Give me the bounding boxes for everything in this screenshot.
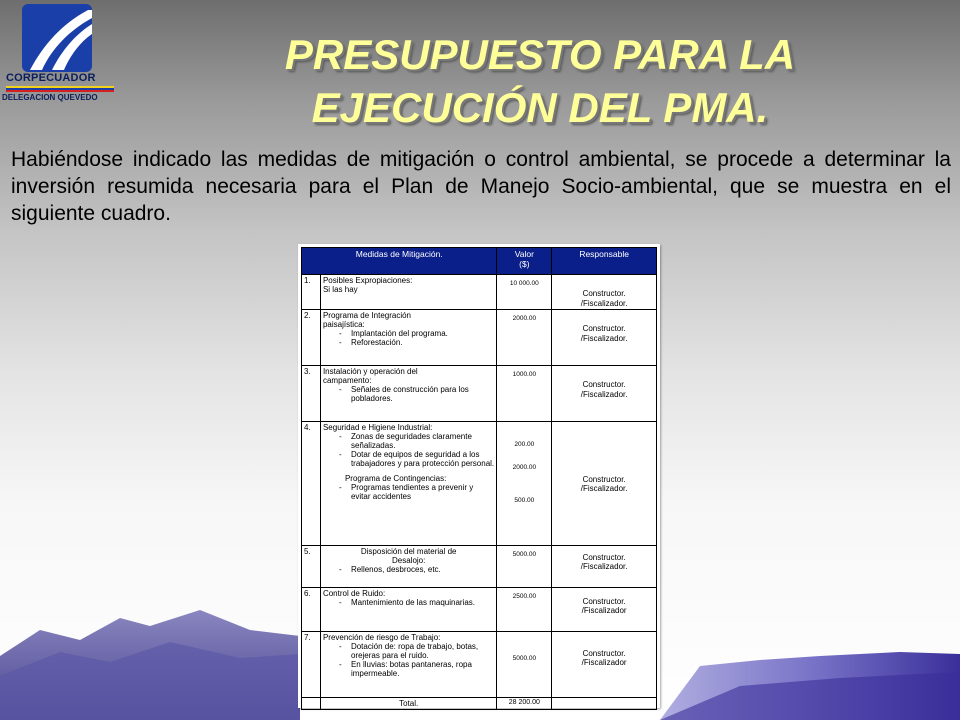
row-number: 3. xyxy=(302,366,321,422)
title-line-1: PRESUPUESTO PARA LA xyxy=(284,31,796,78)
table-row xyxy=(302,275,657,310)
responsible-line: /Fiscalizador xyxy=(581,658,627,667)
row-responsible xyxy=(552,546,657,588)
row-line: Instalación y operación del xyxy=(322,367,418,376)
value-text: 2500.00 xyxy=(512,593,537,600)
intro-paragraph: Habiéndose indicado las medidas de mitigación o control ambiental, se procede a determinar la inversión resumida necesaria para el Plan de Manejo Socio-ambiental, que se muestra en el siguiente cuadro. xyxy=(11,148,951,225)
responsible-line: Constructor. xyxy=(582,553,626,562)
table-row xyxy=(302,422,657,546)
responsible-line: /Fiscalizador. xyxy=(580,562,628,571)
header-value-label: Valor xyxy=(514,249,534,259)
table-row xyxy=(302,588,657,632)
value-text: 200.00 xyxy=(514,441,535,448)
value-text: 2000.00 xyxy=(512,464,537,471)
row-line: Control de Ruido: xyxy=(322,589,386,598)
row-line: Posibles Expropiaciones: xyxy=(322,276,413,285)
value-text: 2000.00 xyxy=(512,315,537,322)
list-item: - Mantenimiento de las maquinarias. xyxy=(351,598,494,607)
table-header-row xyxy=(302,248,657,275)
list-item: - Dotar de equipos de seguridad a los trabajadores y para protección personal. xyxy=(351,450,494,468)
value-text: 1000.00 xyxy=(512,371,537,378)
row-description xyxy=(320,546,496,588)
total-empty-cell xyxy=(302,698,321,710)
responsible-line: Constructor. xyxy=(582,597,626,606)
row-number: 7. xyxy=(302,632,321,698)
responsible-line: /Fiscalizador xyxy=(581,606,627,615)
list-item: - Rellenos, desbroces, etc. xyxy=(351,565,494,574)
row-number: 2. xyxy=(302,310,321,366)
slide-title xyxy=(200,28,880,134)
row-description xyxy=(320,275,496,310)
row-line: Disposición del material de xyxy=(360,547,457,556)
row-items xyxy=(323,642,494,678)
list-item: - Señales de construcción para los pobladores. xyxy=(351,385,494,403)
list-item: - Programas tendientes a prevenir y evitar accidentes xyxy=(351,483,494,501)
row-line: Desalojo: xyxy=(392,556,426,565)
total-row xyxy=(302,698,657,710)
responsible-line: /Fiscalizador. xyxy=(580,299,628,308)
row-line: Si las hay xyxy=(322,285,358,294)
row-responsible xyxy=(552,632,657,698)
responsible-line: Constructor. xyxy=(582,324,626,333)
table-row xyxy=(302,310,657,366)
responsible-line: Constructor. xyxy=(582,380,626,389)
row-number: 1. xyxy=(302,275,321,310)
row-value xyxy=(497,275,552,310)
row-line: campamento: xyxy=(322,376,372,385)
row-number: 4. xyxy=(302,422,321,546)
row-description xyxy=(320,366,496,422)
header-value-unit: ($) xyxy=(519,259,530,269)
responsible-line: Constructor. xyxy=(582,289,626,298)
list-item: - Implantación del programa. xyxy=(351,329,494,338)
row-responsible xyxy=(552,588,657,632)
row-value xyxy=(497,422,552,546)
responsible-line: /Fiscalizador. xyxy=(580,484,628,493)
total-label: Total. xyxy=(320,698,496,710)
row-value xyxy=(497,366,552,422)
table-row xyxy=(302,546,657,588)
row-line: Programa de Integración xyxy=(322,311,412,320)
row-description xyxy=(320,588,496,632)
row-responsible xyxy=(552,275,657,310)
value-text: 5000.00 xyxy=(512,655,537,662)
total-empty-cell xyxy=(552,698,657,710)
row-value xyxy=(497,588,552,632)
row-number: 5. xyxy=(302,546,321,588)
row-items xyxy=(323,565,494,574)
total-value: 28 200.00 xyxy=(497,698,552,710)
responsible-line: Constructor. xyxy=(582,649,626,658)
header-measures: Medidas de Mitigación. xyxy=(302,248,497,275)
row-items xyxy=(323,385,494,403)
value-text: 10 000.00 xyxy=(509,280,539,287)
list-item: - En lluvias: botas pantaneras, ropa impermeable. xyxy=(351,660,494,678)
corpecuador-logo xyxy=(0,0,120,110)
row-value xyxy=(497,632,552,698)
row-line: Seguridad e Higiene Industrial: xyxy=(322,423,433,432)
logo-subtitle: DELEGACION QUEVEDO xyxy=(2,93,98,102)
row-description xyxy=(320,310,496,366)
row-line: paisajística: xyxy=(322,320,365,329)
row-responsible xyxy=(552,310,657,366)
value-text: 500.00 xyxy=(514,497,535,504)
logo-stripes xyxy=(6,86,114,92)
row-items xyxy=(323,598,494,607)
budget-table-image xyxy=(298,244,660,708)
row-description xyxy=(320,422,496,546)
row-items xyxy=(323,432,494,468)
responsible-line: /Fiscalizador. xyxy=(580,334,628,343)
row-responsible xyxy=(552,366,657,422)
responsible-line: /Fiscalizador. xyxy=(580,390,628,399)
row-items xyxy=(323,329,494,347)
responsible-line: Constructor. xyxy=(582,475,626,484)
logo-name: CORPECUADOR xyxy=(6,72,96,84)
row-value xyxy=(497,546,552,588)
row-items xyxy=(323,483,494,501)
value-text: 5000.00 xyxy=(512,551,537,558)
road-logo-icon xyxy=(22,4,92,72)
header-responsible: Responsable xyxy=(552,248,657,275)
list-item: - Reforestación. xyxy=(351,338,494,347)
row-line: Prevención de riesgo de Trabajo: xyxy=(322,633,441,642)
row-subtitle: Programa de Contingencias: xyxy=(344,474,447,483)
table-row xyxy=(302,632,657,698)
row-number: 6. xyxy=(302,588,321,632)
row-value xyxy=(497,310,552,366)
list-item: - Zonas de seguridades claramente señalizadas. xyxy=(351,432,494,450)
budget-table xyxy=(301,247,657,710)
title-line-2: EJECUCIÓN DEL PMA. xyxy=(311,84,769,131)
table-row xyxy=(302,366,657,422)
row-responsible xyxy=(552,422,657,546)
row-description xyxy=(320,632,496,698)
list-item: - Dotación de: ropa de trabajo, botas, orejeras para el ruido. xyxy=(351,642,494,660)
header-value xyxy=(497,248,552,275)
